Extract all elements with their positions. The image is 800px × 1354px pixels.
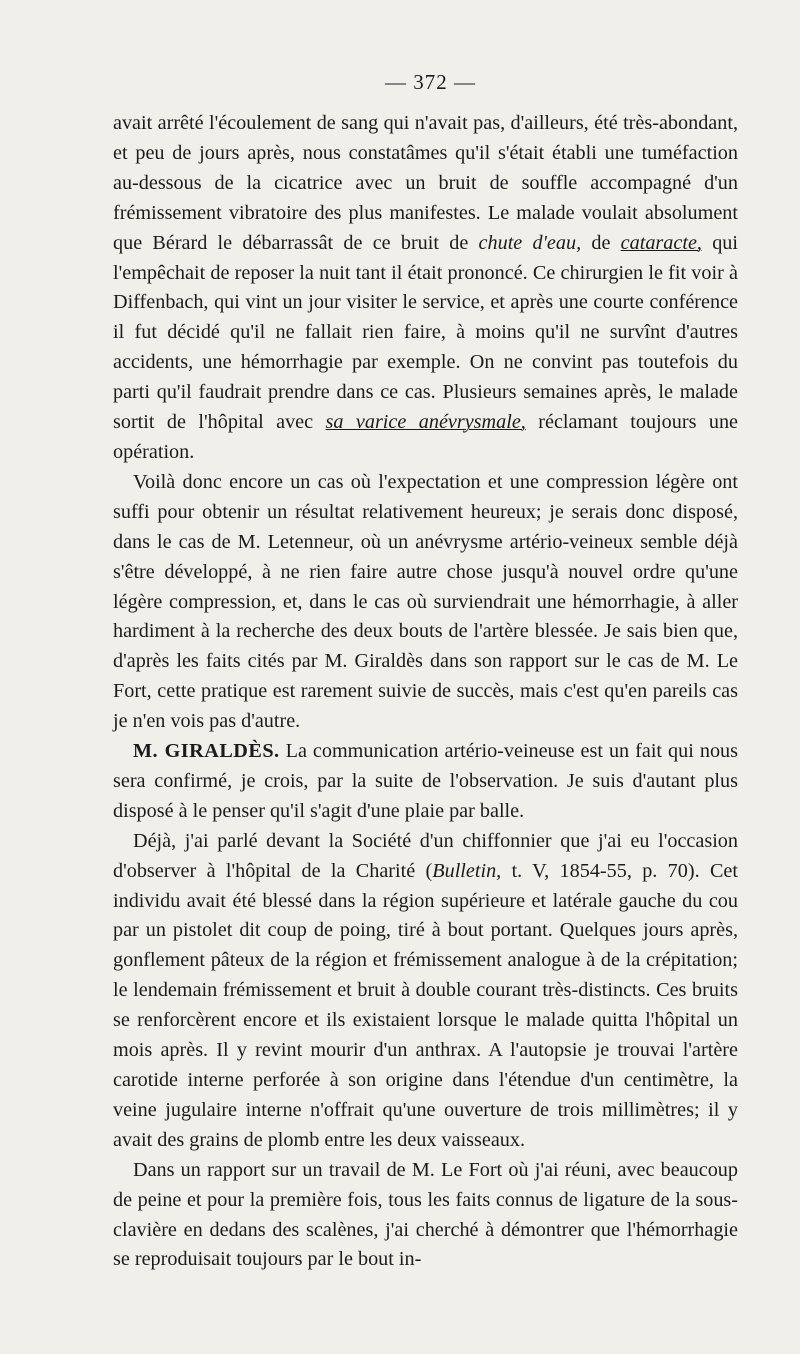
italic-text: chute d'eau, <box>478 231 582 254</box>
speaker-name: M. GIRALDÈS. <box>133 740 280 763</box>
paragraph <box>113 1156 738 1276</box>
paragraph <box>113 737 738 827</box>
italic-text: Bulletin, <box>432 859 502 882</box>
italic-underlined-text: cataracte, <box>620 231 702 254</box>
italic-underlined-text: sa varice anévrysmale, <box>325 411 526 434</box>
paragraph <box>113 109 738 468</box>
page-number: — 372 — <box>385 70 476 94</box>
text-segment: qui l'empêchait de reposer la nuit tant il était prononcé. Ce chirurgien le fit voir à Diffenbach, qui vint un jour visiter le service, et après une courte conférence il fut décidé qu'il ne fallait rien faire, à moins qu'il ne survînt d'autres accidents, une hémorrhagie par exemple. On ne convint pas toutefois du parti qu'il faudrait prendre dans ce cas. Plusieurs semaines après, le malade sortit de l'hôpital avec <box>113 231 739 434</box>
paragraph <box>113 827 738 1156</box>
text-segment: Déjà, j'ai parlé devant la Société d'un chiffonnier que j'ai eu l'occasion d'observer à l'hôpital de la Charité ( <box>113 829 738 882</box>
text-segment: La communication artério-veineuse est un fait qui nous sera confirmé, je crois, par la suite de l'observation. Je suis d'autant plus disposé à le penser qu'il s'agit d'une plaie par balle. <box>113 740 738 822</box>
text-segment: t. V, 1854-55, p. 70). Cet individu avait été blessé dans la région supérieure et latérale gauche du cou par un pistolet dit coup de poing, tiré à bout portant. Quelques jours après, gonflement pâteux de la région et frémissement analogue à de la crépitation; le lendemain frémissement et bruit à double courant très-distincts. Ces bruits se renforcèrent encore et ils existaient lorsque le malade quitta l'hôpital un mois après. Il y revint mourir d'un anthrax. A l'autopsie je trouvai l'artère carotide interne perforée à son origine dans l'étendue d'un centimètre, la veine jugulaire interne n'offrait qu'une ouverture de trois millimètres; il y avait des grains de plomb entre les deux vaisseaux. <box>113 859 738 1151</box>
text-segment: réclamant toujours une opération. <box>113 411 739 463</box>
text-segment: avait arrêté l'écoulement de sang qui n'avait pas, d'ailleurs, été très-abondant, et peu de jours après, nous constatâmes qu'il s'était établi une tuméfaction au-dessous de la cicatrice avec un bruit de souffle accompagné d'un frémissement vibratoire des plus manifestes. Le malade voulait absolument que Bérard le débarrassât de ce bruit de <box>113 112 738 254</box>
body-text <box>113 109 738 1275</box>
text-segment: de <box>581 231 621 254</box>
paragraph <box>113 468 738 737</box>
text-segment: Dans un rapport sur un travail de M. Le Fort où j'ai réuni, avec beaucoup de peine et pour la première fois, tous les faits connus de ligature de la sous-clavière en dedans des scalènes, j'ai cherché à démontrer que l'hémorrhagie se reproduisait toujours par le bout in- <box>113 1158 738 1271</box>
text-segment: Voilà donc encore un cas où l'expectation et une compression légère ont suffi pour obtenir un résultat relativement heureux; je serais donc disposé, dans le cas de M. Letenneur, où un anévrysme artério-veineux semble déjà s'être développé, à ne rien faire autre chose jusqu'à nouvel ordre qu'une légère compression, et, dans le cas où surviendrait une hémorrhagie, à aller hardiment à la recherche des deux bouts de l'artère blessée. Je sais bien que, d'après les faits cités par M. Giraldès dans son rapport sur le cas de M. Le Fort, cette pratique est rarement suivie de succès, mais c'est qu'en pareils cas je n'en vois pas d'autre. <box>113 470 738 733</box>
